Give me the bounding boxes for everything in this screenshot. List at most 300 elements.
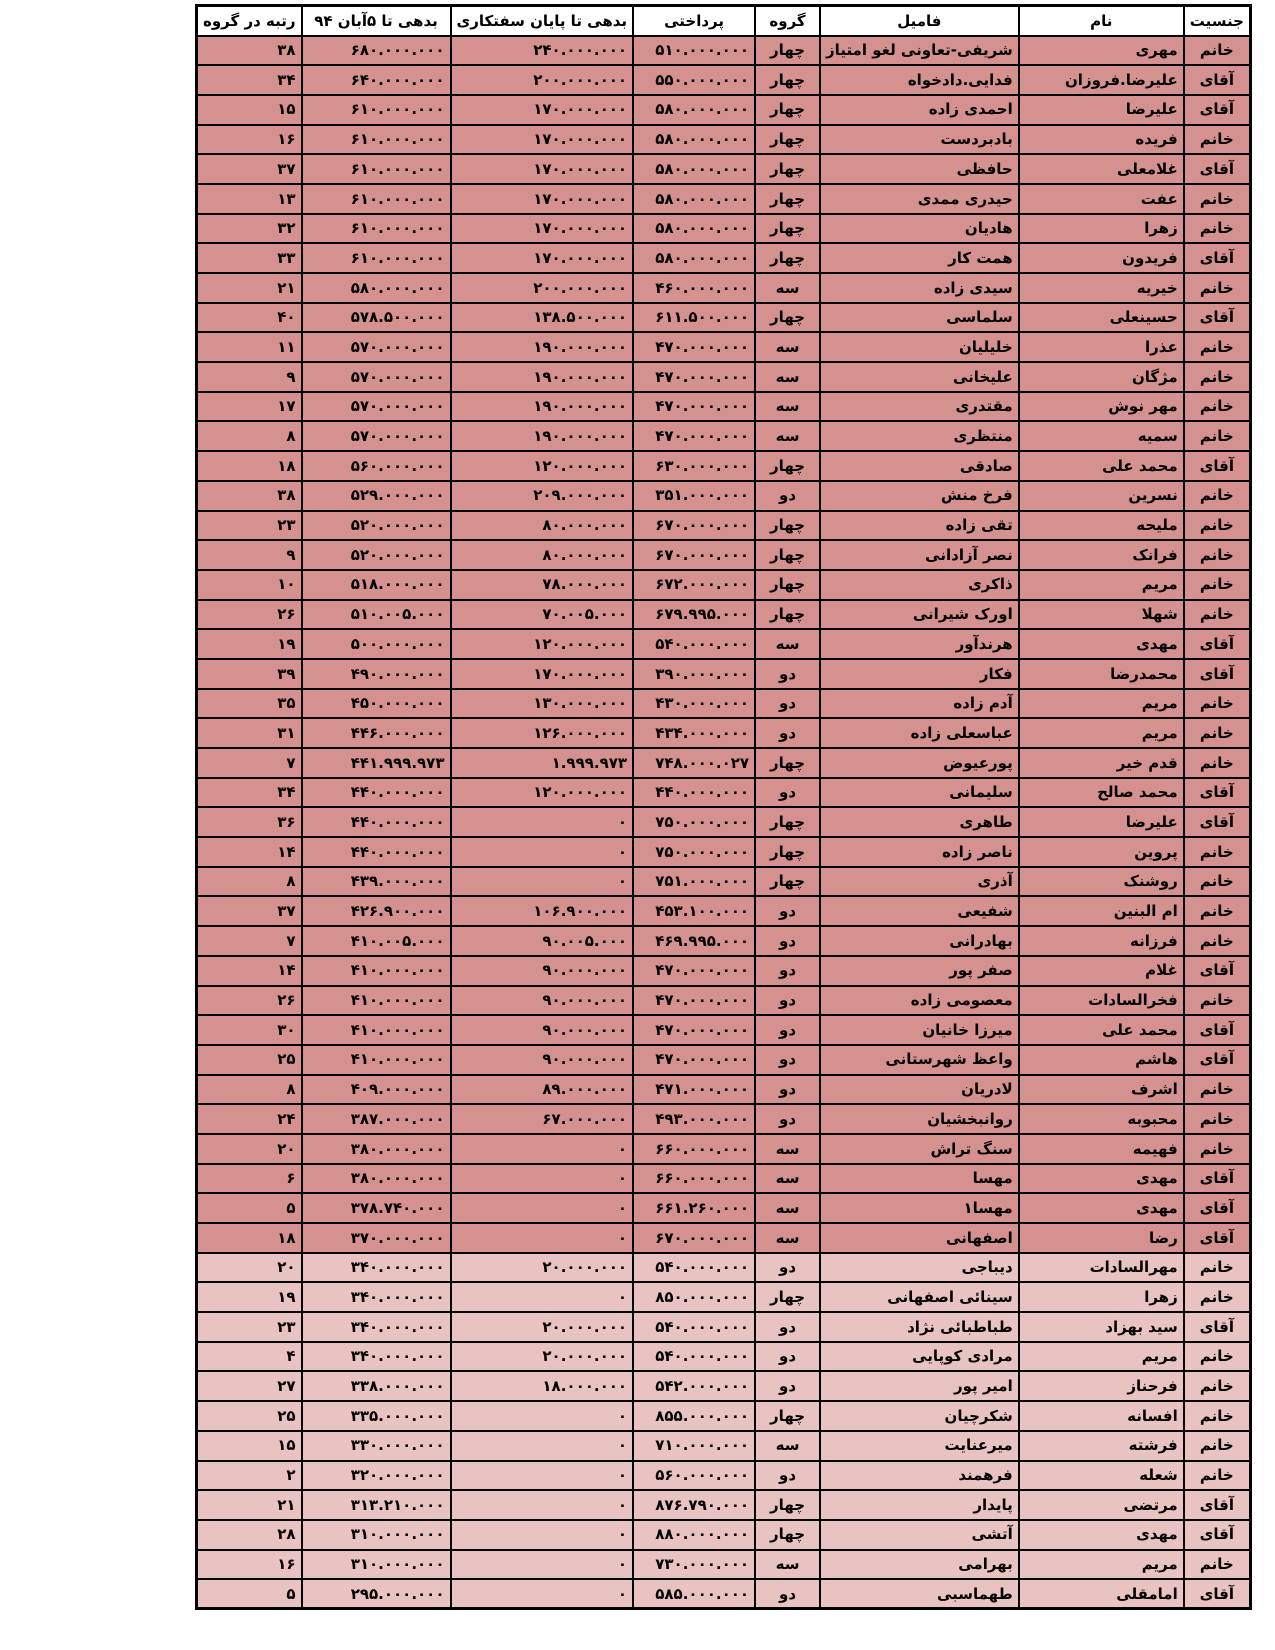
cell-rank: ۳۱ bbox=[197, 718, 302, 748]
cell-name: زهرا bbox=[1019, 1282, 1184, 1312]
table-row bbox=[197, 95, 1251, 125]
cell-family: مقتدری bbox=[820, 392, 1019, 422]
cell-group: چهار bbox=[755, 1282, 820, 1312]
cell-family: صفر پور bbox=[820, 956, 1019, 986]
cell-debt_sefte: ۱۷۰.۰۰۰.۰۰۰ bbox=[451, 243, 634, 273]
cell-rank: ۹ bbox=[197, 540, 302, 570]
cell-paid: ۶۷۰.۰۰۰.۰۰۰ bbox=[633, 511, 755, 541]
cell-paid: ۶۱۱.۵۰۰.۰۰۰ bbox=[633, 303, 755, 333]
table-row bbox=[197, 540, 1251, 570]
cell-family: مرادی کوپایی bbox=[820, 1342, 1019, 1372]
cell-group: چهار bbox=[755, 540, 820, 570]
cell-rank: ۵ bbox=[197, 1579, 302, 1609]
cell-debt_aban: ۵۶۰.۰۰۰.۰۰۰ bbox=[302, 451, 451, 481]
cell-rank: ۳۸ bbox=[197, 481, 302, 511]
cell-debt_sefte: ۱۹۰.۰۰۰.۰۰۰ bbox=[451, 362, 634, 392]
cell-rank: ۲۳ bbox=[197, 511, 302, 541]
cell-gender: خانم bbox=[1184, 421, 1251, 451]
cell-debt_aban: ۴۱۰.۰۰۰.۰۰۰ bbox=[302, 1045, 451, 1075]
cell-paid: ۴۷۰.۰۰۰.۰۰۰ bbox=[633, 1015, 755, 1045]
cell-gender: خانم bbox=[1184, 36, 1251, 66]
cell-family: هادیان bbox=[820, 214, 1019, 244]
cell-group: سه bbox=[755, 332, 820, 362]
cell-name: شهلا bbox=[1019, 600, 1184, 630]
cell-group: چهار bbox=[755, 95, 820, 125]
members-debt-table bbox=[195, 4, 1252, 1610]
cell-rank: ۳۵ bbox=[197, 689, 302, 719]
cell-rank: ۱۸ bbox=[197, 451, 302, 481]
cell-gender: خانم bbox=[1184, 1550, 1251, 1580]
cell-debt_sefte: ۱۳۸.۵۰۰.۰۰۰ bbox=[451, 303, 634, 333]
cell-paid: ۵۴۰.۰۰۰.۰۰۰ bbox=[633, 1312, 755, 1342]
cell-debt_aban: ۶۴۰.۰۰۰.۰۰۰ bbox=[302, 65, 451, 95]
cell-paid: ۵۱۰.۰۰۰.۰۰۰ bbox=[633, 36, 755, 66]
cell-paid: ۶۶۱.۲۶۰.۰۰۰ bbox=[633, 1193, 755, 1223]
cell-gender: خانم bbox=[1184, 273, 1251, 303]
cell-debt_aban: ۶۱۰.۰۰۰.۰۰۰ bbox=[302, 125, 451, 155]
cell-family: فدایی.دادخواه bbox=[820, 65, 1019, 95]
cell-gender: خانم bbox=[1184, 570, 1251, 600]
cell-paid: ۴۵۳.۱۰۰.۰۰۰ bbox=[633, 896, 755, 926]
cell-paid: ۷۴۸.۰۰۰.۰۲۷ bbox=[633, 748, 755, 778]
cell-rank: ۱۴ bbox=[197, 837, 302, 867]
cell-family: نصر آزادانی bbox=[820, 540, 1019, 570]
cell-debt_aban: ۶۱۰.۰۰۰.۰۰۰ bbox=[302, 154, 451, 184]
table-row bbox=[197, 1104, 1251, 1134]
cell-debt_aban: ۵۲۰.۰۰۰.۰۰۰ bbox=[302, 540, 451, 570]
table-row bbox=[197, 1371, 1251, 1401]
cell-rank: ۵ bbox=[197, 1193, 302, 1223]
cell-rank: ۲۵ bbox=[197, 1045, 302, 1075]
cell-group: چهار bbox=[755, 1520, 820, 1550]
cell-gender: آقای bbox=[1184, 1223, 1251, 1253]
cell-debt_aban: ۵۱۰.۰۰۵.۰۰۰ bbox=[302, 600, 451, 630]
cell-gender: خانم bbox=[1184, 1104, 1251, 1134]
cell-group: دو bbox=[755, 1312, 820, 1342]
cell-debt_sefte: ۱۸.۰۰۰.۰۰۰ bbox=[451, 1371, 634, 1401]
cell-debt_aban: ۳۳۸.۰۰۰.۰۰۰ bbox=[302, 1371, 451, 1401]
table-row bbox=[197, 1282, 1251, 1312]
cell-debt_aban: ۳۴۰.۰۰۰.۰۰۰ bbox=[302, 1253, 451, 1283]
cell-debt_aban: ۵۷۰.۰۰۰.۰۰۰ bbox=[302, 332, 451, 362]
table-row bbox=[197, 926, 1251, 956]
cell-gender: خانم bbox=[1184, 1401, 1251, 1431]
cell-family: میرزا خانیان bbox=[820, 1015, 1019, 1045]
cell-name: هاشم bbox=[1019, 1045, 1184, 1075]
cell-rank: ۸ bbox=[197, 1075, 302, 1105]
cell-debt_sefte: ۱۹۰.۰۰۰.۰۰۰ bbox=[451, 421, 634, 451]
cell-debt_aban: ۵۱۸.۰۰۰.۰۰۰ bbox=[302, 570, 451, 600]
cell-gender: خانم bbox=[1184, 1342, 1251, 1372]
cell-rank: ۴ bbox=[197, 1342, 302, 1372]
table-row bbox=[197, 421, 1251, 451]
cell-debt_sefte: ۱۹۰.۰۰۰.۰۰۰ bbox=[451, 392, 634, 422]
cell-debt_sefte: ۹۰.۰۰۰.۰۰۰ bbox=[451, 1015, 634, 1045]
cell-rank: ۲۱ bbox=[197, 1490, 302, 1520]
cell-name: محبوبه bbox=[1019, 1104, 1184, 1134]
cell-group: چهار bbox=[755, 807, 820, 837]
cell-name: مریم bbox=[1019, 689, 1184, 719]
table-row bbox=[197, 1193, 1251, 1223]
cell-gender: خانم bbox=[1184, 1461, 1251, 1491]
table-header-row bbox=[197, 6, 1251, 36]
cell-gender: آقای bbox=[1184, 659, 1251, 689]
cell-debt_sefte: ۰ bbox=[451, 1520, 634, 1550]
cell-debt_sefte: ۲۰.۰۰۰.۰۰۰ bbox=[451, 1253, 634, 1283]
cell-group: دو bbox=[755, 689, 820, 719]
cell-debt_sefte: ۹۰.۰۰۰.۰۰۰ bbox=[451, 986, 634, 1016]
cell-gender: خانم bbox=[1184, 481, 1251, 511]
cell-paid: ۵۴۲.۰۰۰.۰۰۰ bbox=[633, 1371, 755, 1401]
cell-debt_aban: ۴۵۰.۰۰۰.۰۰۰ bbox=[302, 689, 451, 719]
table-row bbox=[197, 451, 1251, 481]
cell-group: سه bbox=[755, 392, 820, 422]
cell-paid: ۵۸۵.۰۰۰.۰۰۰ bbox=[633, 1579, 755, 1609]
cell-family: شریفی-تعاونی لغو امتیاز bbox=[820, 36, 1019, 66]
cell-family: آتشی bbox=[820, 1520, 1019, 1550]
cell-family: تقی زاده bbox=[820, 511, 1019, 541]
cell-gender: آقای bbox=[1184, 1579, 1251, 1609]
cell-name: اشرف bbox=[1019, 1075, 1184, 1105]
cell-paid: ۴۷۰.۰۰۰.۰۰۰ bbox=[633, 986, 755, 1016]
cell-rank: ۱۴ bbox=[197, 956, 302, 986]
cell-family: امیر پور bbox=[820, 1371, 1019, 1401]
cell-debt_sefte: ۲۰.۰۰۰.۰۰۰ bbox=[451, 1342, 634, 1372]
cell-debt_aban: ۳۱۰.۰۰۰.۰۰۰ bbox=[302, 1520, 451, 1550]
cell-debt_aban: ۵۸۰.۰۰۰.۰۰۰ bbox=[302, 273, 451, 303]
cell-name: ام البنین bbox=[1019, 896, 1184, 926]
cell-group: دو bbox=[755, 1104, 820, 1134]
cell-family: طباطبائی نژاد bbox=[820, 1312, 1019, 1342]
cell-gender: خانم bbox=[1184, 540, 1251, 570]
cell-paid: ۵۸۰.۰۰۰.۰۰۰ bbox=[633, 154, 755, 184]
cell-name: فریدون bbox=[1019, 243, 1184, 273]
cell-family: طاهری bbox=[820, 807, 1019, 837]
cell-debt_aban: ۳۴۰.۰۰۰.۰۰۰ bbox=[302, 1342, 451, 1372]
cell-rank: ۲۸ bbox=[197, 1520, 302, 1550]
cell-name: ملیحه bbox=[1019, 511, 1184, 541]
cell-gender: آقای bbox=[1184, 451, 1251, 481]
table-row bbox=[197, 1253, 1251, 1283]
cell-debt_sefte: ۰ bbox=[451, 1193, 634, 1223]
cell-debt_aban: ۵۷۰.۰۰۰.۰۰۰ bbox=[302, 362, 451, 392]
cell-debt_aban: ۶۱۰.۰۰۰.۰۰۰ bbox=[302, 243, 451, 273]
table-row bbox=[197, 600, 1251, 630]
cell-gender: خانم bbox=[1184, 1431, 1251, 1461]
cell-debt_aban: ۳۳۵.۰۰۰.۰۰۰ bbox=[302, 1401, 451, 1431]
cell-family: میرعنایت bbox=[820, 1431, 1019, 1461]
cell-group: دو bbox=[755, 896, 820, 926]
cell-rank: ۱۳ bbox=[197, 184, 302, 214]
cell-paid: ۸۸۰.۰۰۰.۰۰۰ bbox=[633, 1520, 755, 1550]
cell-name: مرتضی bbox=[1019, 1490, 1184, 1520]
cell-group: دو bbox=[755, 778, 820, 808]
cell-debt_sefte: ۱۲۰.۰۰۰.۰۰۰ bbox=[451, 778, 634, 808]
cell-paid: ۴۷۰.۰۰۰.۰۰۰ bbox=[633, 362, 755, 392]
cell-gender: خانم bbox=[1184, 214, 1251, 244]
cell-rank: ۱۶ bbox=[197, 125, 302, 155]
cell-debt_sefte: ۰ bbox=[451, 837, 634, 867]
cell-paid: ۶۷۹.۹۹۵.۰۰۰ bbox=[633, 600, 755, 630]
cell-debt_sefte: ۸۹.۰۰۰.۰۰۰ bbox=[451, 1075, 634, 1105]
cell-rank: ۲۰ bbox=[197, 1253, 302, 1283]
cell-debt_aban: ۳۷۰.۰۰۰.۰۰۰ bbox=[302, 1223, 451, 1253]
cell-name: فرحناز bbox=[1019, 1371, 1184, 1401]
cell-debt_aban: ۶۸۰.۰۰۰.۰۰۰ bbox=[302, 36, 451, 66]
cell-group: سه bbox=[755, 1431, 820, 1461]
cell-paid: ۴۶۰.۰۰۰.۰۰۰ bbox=[633, 273, 755, 303]
cell-family: ناصر زاده bbox=[820, 837, 1019, 867]
table-row bbox=[197, 778, 1251, 808]
cell-paid: ۵۴۰.۰۰۰.۰۰۰ bbox=[633, 1342, 755, 1372]
cell-rank: ۴۰ bbox=[197, 303, 302, 333]
cell-group: چهار bbox=[755, 36, 820, 66]
cell-debt_sefte: ۱۲۶.۰۰۰.۰۰۰ bbox=[451, 718, 634, 748]
cell-paid: ۶۶۰.۰۰۰.۰۰۰ bbox=[633, 1134, 755, 1164]
cell-debt_sefte: ۸۰.۰۰۰.۰۰۰ bbox=[451, 511, 634, 541]
cell-debt_sefte: ۹۰.۰۰۰.۰۰۰ bbox=[451, 1045, 634, 1075]
cell-group: دو bbox=[755, 1045, 820, 1075]
cell-debt_aban: ۳۸۰.۰۰۰.۰۰۰ bbox=[302, 1164, 451, 1194]
cell-gender: آقای bbox=[1184, 1520, 1251, 1550]
cell-gender: خانم bbox=[1184, 1253, 1251, 1283]
cell-debt_sefte: ۱۹۰.۰۰۰.۰۰۰ bbox=[451, 332, 634, 362]
cell-family: همت کار bbox=[820, 243, 1019, 273]
cell-debt_aban: ۳۸۰.۰۰۰.۰۰۰ bbox=[302, 1134, 451, 1164]
cell-family: احمدی زاده bbox=[820, 95, 1019, 125]
cell-debt_aban: ۵۷۰.۰۰۰.۰۰۰ bbox=[302, 421, 451, 451]
cell-rank: ۷ bbox=[197, 748, 302, 778]
cell-gender: آقای bbox=[1184, 1312, 1251, 1342]
cell-debt_aban: ۴۲۶.۹۰۰.۰۰۰ bbox=[302, 896, 451, 926]
cell-name: فرزانه bbox=[1019, 926, 1184, 956]
cell-group: سه bbox=[755, 273, 820, 303]
cell-debt_aban: ۴۴۶.۰۰۰.۰۰۰ bbox=[302, 718, 451, 748]
cell-group: چهار bbox=[755, 511, 820, 541]
cell-name: مهر نوش bbox=[1019, 392, 1184, 422]
cell-rank: ۷ bbox=[197, 926, 302, 956]
cell-paid: ۵۴۰.۰۰۰.۰۰۰ bbox=[633, 1253, 755, 1283]
table-row bbox=[197, 1550, 1251, 1580]
cell-group: چهار bbox=[755, 748, 820, 778]
cell-name: مهدی bbox=[1019, 1193, 1184, 1223]
cell-group: سه bbox=[755, 1164, 820, 1194]
cell-rank: ۳۷ bbox=[197, 154, 302, 184]
cell-family: سلیمانی bbox=[820, 778, 1019, 808]
column-header-paid: پرداختی bbox=[633, 6, 755, 36]
cell-gender: آقای bbox=[1184, 1490, 1251, 1520]
cell-rank: ۱۸ bbox=[197, 1223, 302, 1253]
cell-family: آدم زاده bbox=[820, 689, 1019, 719]
cell-name: روشنک bbox=[1019, 867, 1184, 897]
cell-name: حسینعلی bbox=[1019, 303, 1184, 333]
table-row bbox=[197, 1164, 1251, 1194]
cell-gender: آقای bbox=[1184, 807, 1251, 837]
cell-group: چهار bbox=[755, 837, 820, 867]
cell-debt_sefte: ۱۷۰.۰۰۰.۰۰۰ bbox=[451, 184, 634, 214]
cell-debt_aban: ۳۳۰.۰۰۰.۰۰۰ bbox=[302, 1431, 451, 1461]
cell-group: چهار bbox=[755, 867, 820, 897]
cell-name: افسانه bbox=[1019, 1401, 1184, 1431]
cell-name: فهیمه bbox=[1019, 1134, 1184, 1164]
column-header-family: فامیل bbox=[820, 6, 1019, 36]
cell-gender: خانم bbox=[1184, 184, 1251, 214]
cell-group: دو bbox=[755, 1253, 820, 1283]
cell-group: چهار bbox=[755, 214, 820, 244]
cell-rank: ۳۷ bbox=[197, 896, 302, 926]
cell-gender: خانم bbox=[1184, 986, 1251, 1016]
cell-group: دو bbox=[755, 659, 820, 689]
cell-debt_aban: ۳۷۸.۷۴۰.۰۰۰ bbox=[302, 1193, 451, 1223]
cell-paid: ۵۵۰.۰۰۰.۰۰۰ bbox=[633, 65, 755, 95]
cell-gender: خانم bbox=[1184, 1282, 1251, 1312]
table-row bbox=[197, 1134, 1251, 1164]
cell-name: محمد علی bbox=[1019, 1015, 1184, 1045]
table-row bbox=[197, 1490, 1251, 1520]
cell-rank: ۱۵ bbox=[197, 1431, 302, 1461]
cell-name: علیرضا.فروزان bbox=[1019, 65, 1184, 95]
table-row bbox=[197, 154, 1251, 184]
cell-debt_aban: ۴۹۰.۰۰۰.۰۰۰ bbox=[302, 659, 451, 689]
cell-debt_aban: ۴۴۱.۹۹۹.۹۷۳ bbox=[302, 748, 451, 778]
table-row bbox=[197, 65, 1251, 95]
cell-family: فکار bbox=[820, 659, 1019, 689]
cell-group: دو bbox=[755, 1579, 820, 1609]
cell-debt_aban: ۳۸۷.۰۰۰.۰۰۰ bbox=[302, 1104, 451, 1134]
cell-rank: ۸ bbox=[197, 421, 302, 451]
cell-gender: آقای bbox=[1184, 1045, 1251, 1075]
cell-group: سه bbox=[755, 629, 820, 659]
cell-debt_sefte: ۰ bbox=[451, 807, 634, 837]
cell-paid: ۵۴۰.۰۰۰.۰۰۰ bbox=[633, 629, 755, 659]
cell-gender: خانم bbox=[1184, 867, 1251, 897]
cell-debt_aban: ۵۷۸.۵۰۰.۰۰۰ bbox=[302, 303, 451, 333]
cell-paid: ۴۴۰.۰۰۰.۰۰۰ bbox=[633, 778, 755, 808]
cell-gender: آقای bbox=[1184, 629, 1251, 659]
cell-family: هرندآور bbox=[820, 629, 1019, 659]
cell-name: محمدرضا bbox=[1019, 659, 1184, 689]
table-body bbox=[197, 36, 1251, 1609]
cell-gender: خانم bbox=[1184, 125, 1251, 155]
cell-rank: ۳۴ bbox=[197, 65, 302, 95]
cell-paid: ۸۵۵.۰۰۰.۰۰۰ bbox=[633, 1401, 755, 1431]
cell-gender: آقای bbox=[1184, 243, 1251, 273]
cell-group: چهار bbox=[755, 125, 820, 155]
cell-gender: آقای bbox=[1184, 303, 1251, 333]
cell-paid: ۷۱۰.۰۰۰.۰۰۰ bbox=[633, 1431, 755, 1461]
cell-name: زهرا bbox=[1019, 214, 1184, 244]
cell-family: روانبخشیان bbox=[820, 1104, 1019, 1134]
cell-family: خلیلیان bbox=[820, 332, 1019, 362]
cell-debt_sefte: ۱۷۰.۰۰۰.۰۰۰ bbox=[451, 154, 634, 184]
cell-paid: ۴۳۰.۰۰۰.۰۰۰ bbox=[633, 689, 755, 719]
cell-group: چهار bbox=[755, 184, 820, 214]
column-header-group: گروه bbox=[755, 6, 820, 36]
cell-group: دو bbox=[755, 1342, 820, 1372]
cell-debt_sefte: ۲۴۰.۰۰۰.۰۰۰ bbox=[451, 36, 634, 66]
cell-debt_sefte: ۰ bbox=[451, 1282, 634, 1312]
table-row bbox=[197, 511, 1251, 541]
cell-rank: ۳۸ bbox=[197, 36, 302, 66]
cell-group: چهار bbox=[755, 451, 820, 481]
cell-group: سه bbox=[755, 1550, 820, 1580]
cell-group: چهار bbox=[755, 1401, 820, 1431]
cell-name: سید بهزاد bbox=[1019, 1312, 1184, 1342]
table-row bbox=[197, 1075, 1251, 1105]
cell-group: سه bbox=[755, 362, 820, 392]
cell-gender: خانم bbox=[1184, 392, 1251, 422]
cell-family: عباسعلی زاده bbox=[820, 718, 1019, 748]
cell-name: فخرالسادات bbox=[1019, 986, 1184, 1016]
cell-family: ذاکری bbox=[820, 570, 1019, 600]
cell-name: مریم bbox=[1019, 570, 1184, 600]
table-row bbox=[197, 1461, 1251, 1491]
cell-name: غلامعلی bbox=[1019, 154, 1184, 184]
report-sheet bbox=[195, 4, 1252, 1610]
cell-name: عفت bbox=[1019, 184, 1184, 214]
table-row bbox=[197, 362, 1251, 392]
cell-group: سه bbox=[755, 1134, 820, 1164]
cell-family: شفیعی bbox=[820, 896, 1019, 926]
cell-gender: خانم bbox=[1184, 511, 1251, 541]
cell-rank: ۳۶ bbox=[197, 807, 302, 837]
cell-name: شعله bbox=[1019, 1461, 1184, 1491]
cell-group: چهار bbox=[755, 65, 820, 95]
cell-rank: ۲۱ bbox=[197, 273, 302, 303]
cell-gender: خانم bbox=[1184, 896, 1251, 926]
cell-debt_sefte: ۱۲۰.۰۰۰.۰۰۰ bbox=[451, 629, 634, 659]
cell-gender: آقای bbox=[1184, 65, 1251, 95]
cell-group: چهار bbox=[755, 600, 820, 630]
cell-group: دو bbox=[755, 926, 820, 956]
cell-gender: آقای bbox=[1184, 154, 1251, 184]
cell-family: اصفهانی bbox=[820, 1223, 1019, 1253]
cell-rank: ۱۹ bbox=[197, 1282, 302, 1312]
cell-rank: ۲۶ bbox=[197, 986, 302, 1016]
cell-debt_sefte: ۸۰.۰۰۰.۰۰۰ bbox=[451, 540, 634, 570]
cell-name: مریم bbox=[1019, 1342, 1184, 1372]
cell-name: رضا bbox=[1019, 1223, 1184, 1253]
cell-gender: خانم bbox=[1184, 1371, 1251, 1401]
cell-paid: ۷۳۰.۰۰۰.۰۰۰ bbox=[633, 1550, 755, 1580]
cell-group: دو bbox=[755, 481, 820, 511]
cell-gender: خانم bbox=[1184, 718, 1251, 748]
cell-family: اورک شیرانی bbox=[820, 600, 1019, 630]
cell-debt_aban: ۵۰۰.۰۰۰.۰۰۰ bbox=[302, 629, 451, 659]
cell-debt_sefte: ۰ bbox=[451, 1490, 634, 1520]
column-header-gender: جنسیت bbox=[1184, 6, 1251, 36]
cell-debt_aban: ۶۱۰.۰۰۰.۰۰۰ bbox=[302, 184, 451, 214]
cell-debt_aban: ۴۱۰.۰۰۰.۰۰۰ bbox=[302, 956, 451, 986]
cell-rank: ۱۵ bbox=[197, 95, 302, 125]
cell-name: مژگان bbox=[1019, 362, 1184, 392]
cell-gender: آقای bbox=[1184, 956, 1251, 986]
cell-name: مهری bbox=[1019, 36, 1184, 66]
cell-paid: ۴۷۰.۰۰۰.۰۰۰ bbox=[633, 956, 755, 986]
table-row bbox=[197, 36, 1251, 66]
cell-paid: ۷۵۰.۰۰۰.۰۰۰ bbox=[633, 807, 755, 837]
cell-debt_sefte: ۷۰.۰۰۵.۰۰۰ bbox=[451, 600, 634, 630]
cell-debt_aban: ۴۱۰.۰۰۰.۰۰۰ bbox=[302, 1015, 451, 1045]
cell-paid: ۶۶۰.۰۰۰.۰۰۰ bbox=[633, 1164, 755, 1194]
cell-family: معصومی زاده bbox=[820, 986, 1019, 1016]
cell-debt_sefte: ۱۰۶.۹۰۰.۰۰۰ bbox=[451, 896, 634, 926]
cell-family: حیدری ممدی bbox=[820, 184, 1019, 214]
cell-name: خیریه bbox=[1019, 273, 1184, 303]
cell-group: چهار bbox=[755, 303, 820, 333]
cell-debt_sefte: ۷۸.۰۰۰.۰۰۰ bbox=[451, 570, 634, 600]
cell-rank: ۳۰ bbox=[197, 1015, 302, 1045]
